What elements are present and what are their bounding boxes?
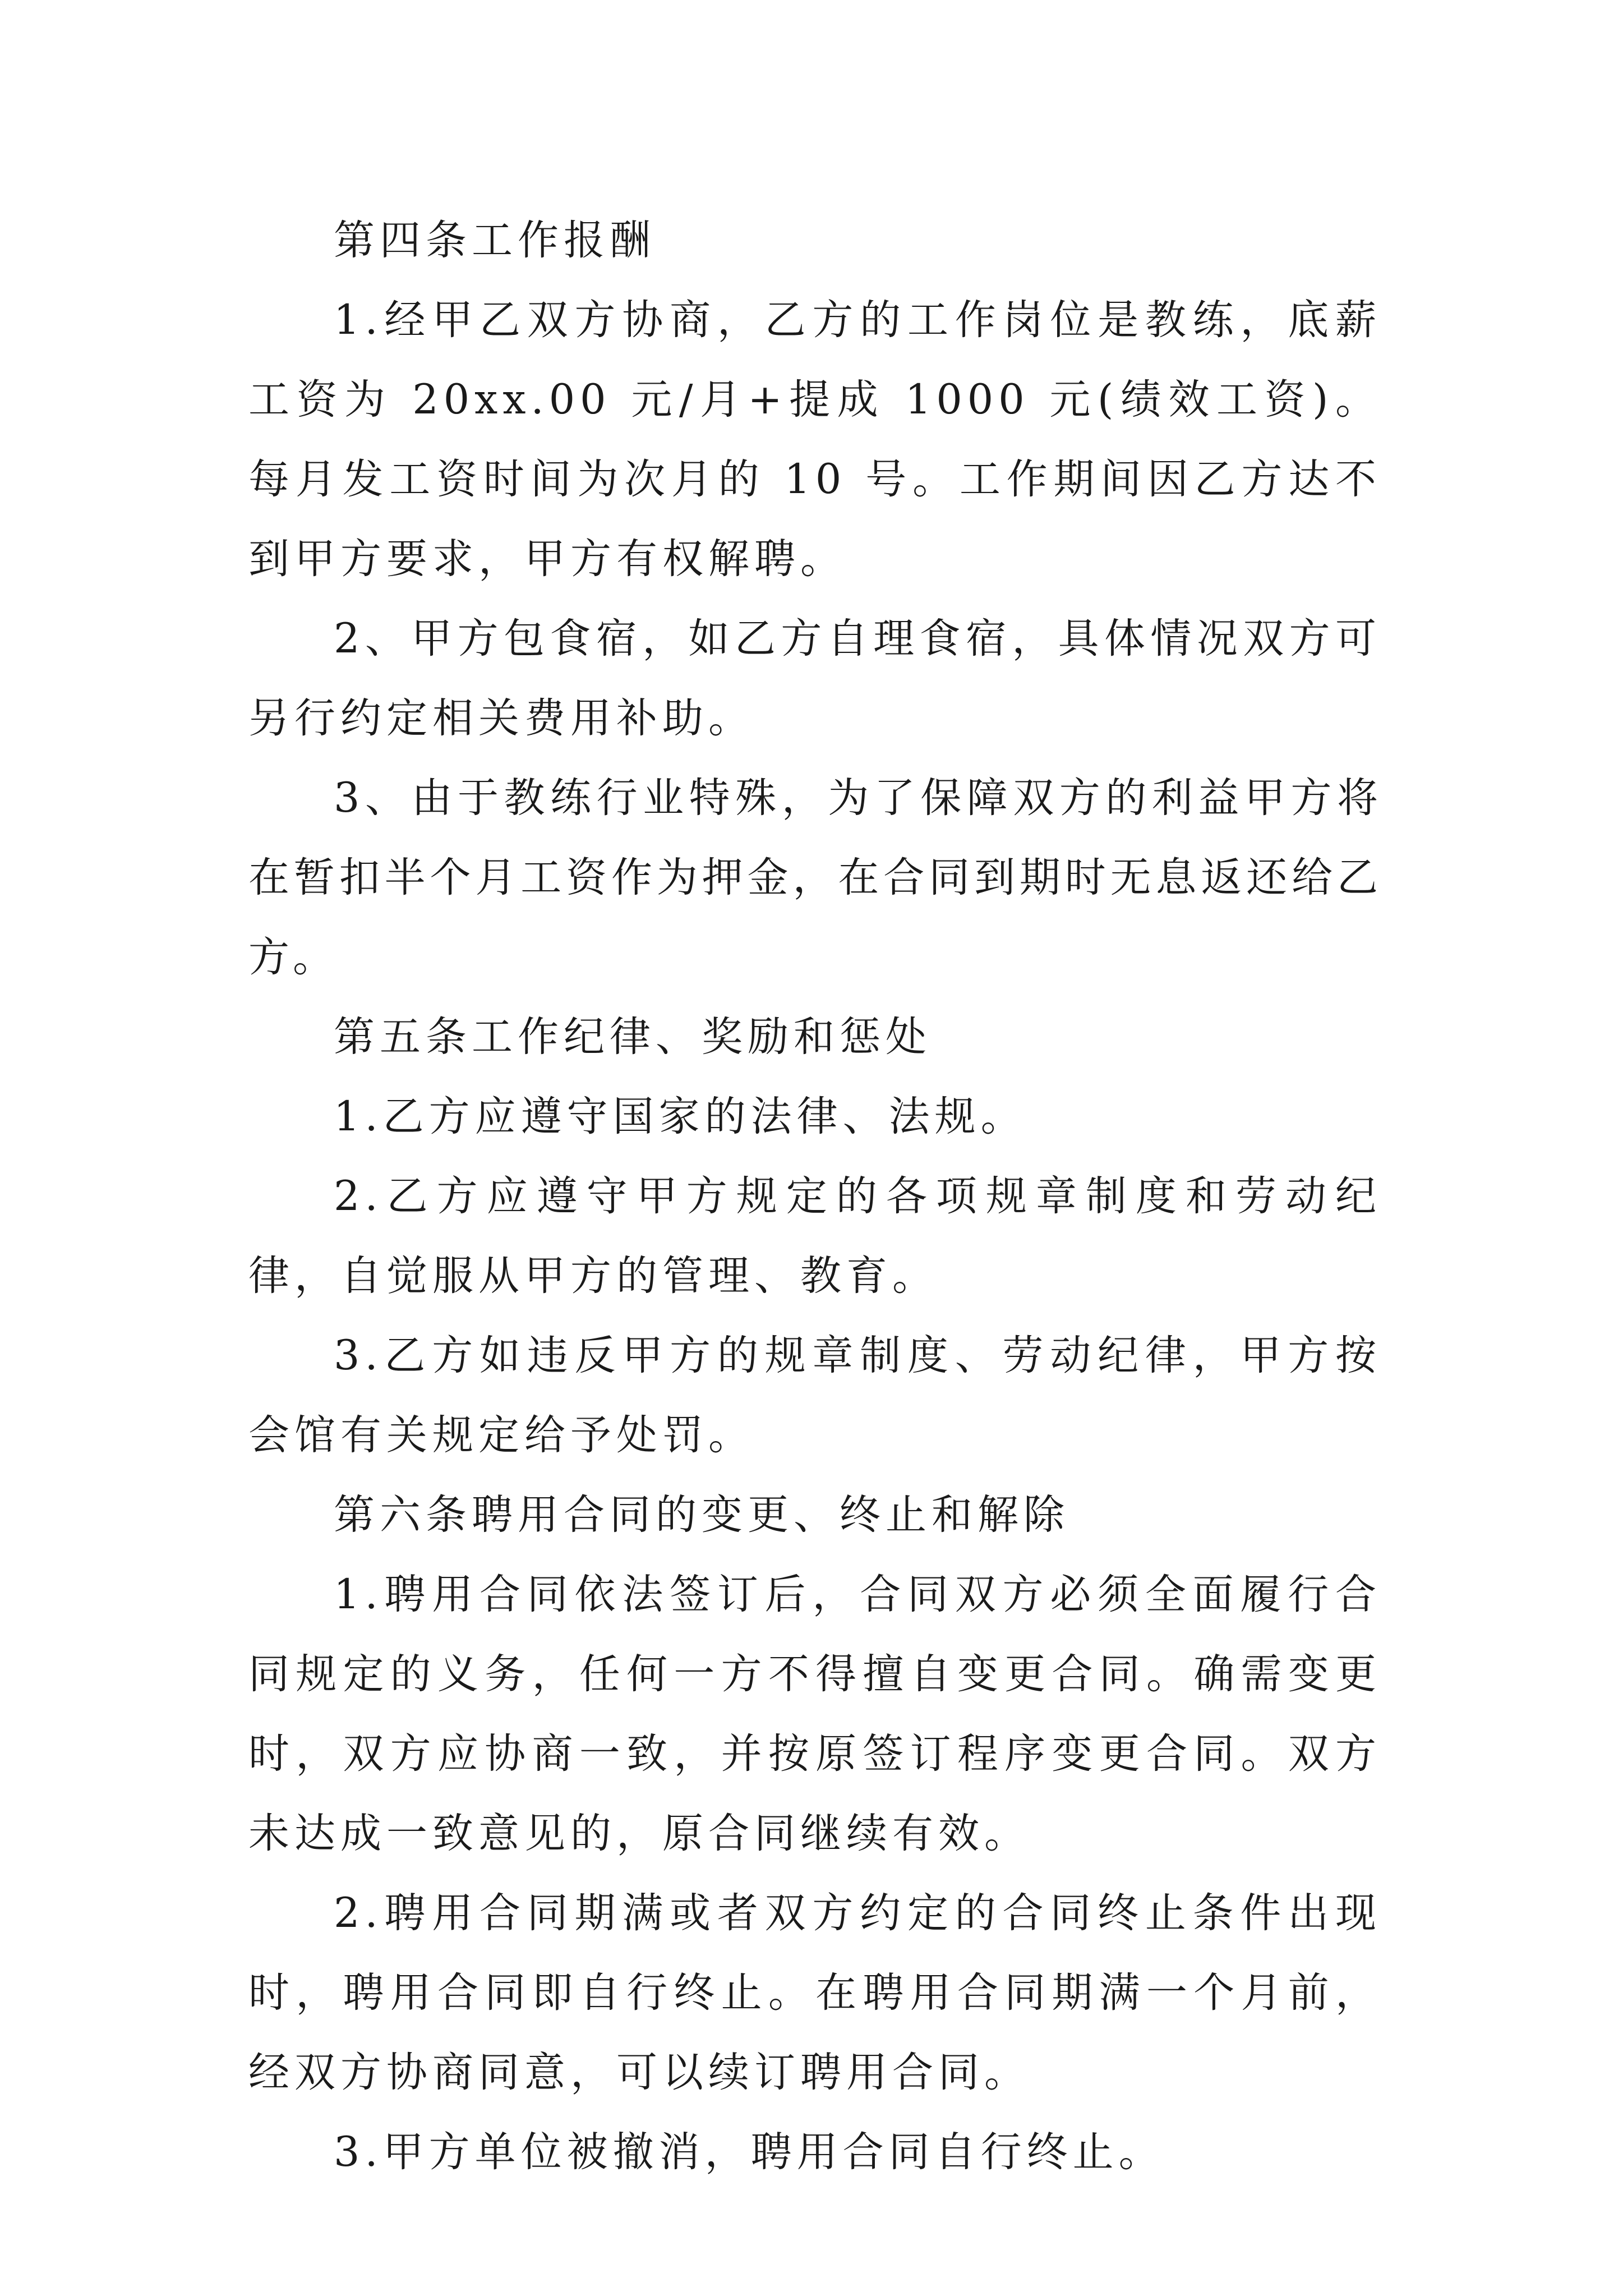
section-heading-5: 第五条工作纪律、奖励和惩处 (334, 1013, 932, 1061)
clause-6-3: 3.甲方单位被撤消，聘用合同自行终止。 (334, 2128, 1165, 2176)
document-body (248, 201, 1381, 2192)
clause-5-3: 3.乙方如违反甲方的规章制度、劳动纪律，甲方按会馆有关规定给予处罚。 (248, 1332, 1381, 1459)
clause-6-2: 2.聘用合同期满或者双方约定的合同终止条件出现时，聘用合同即自行终止。在聘用合同期满一个月前，经双方协商同意，可以续订聘用合同。 (248, 1889, 1381, 2096)
clause-4-2: 2、甲方包食宿，如乙方自理食宿，具体情况双方可另行约定相关费用补助。 (248, 615, 1381, 742)
section-heading-6: 第六条聘用合同的变更、终止和解除 (334, 1491, 1069, 1539)
clause-5-1: 1.乙方应遵守国家的法律、法规。 (334, 1093, 1027, 1140)
clause-6-1: 1.聘用合同依法签订后，合同双方必须全面履行合同规定的义务，任何一方不得擅自变更合同。确需变更时，双方应协商一致，并按原签订程序变更合同。双方未达成一致意见的，原合同继续有效。 (248, 1571, 1381, 1857)
clause-5-2: 2.乙方应遵守甲方规定的各项规章制度和劳动纪律，自觉服从甲方的管理、教育。 (248, 1172, 1381, 1300)
clause-4-3: 3、由于教练行业特殊，为了保障双方的利益甲方将在暂扣半个月工资作为押金，在合同到期时无息返还给乙方。 (248, 774, 1381, 981)
section-heading-4: 第四条工作报酬 (334, 217, 656, 264)
clause-4-1: 1.经甲乙双方协商，乙方的工作岗位是教练，底薪工资为 20xx.00 元/月+提成 1000 元(绩效工资)。每月发工资时间为次月的 10 号。工作期间因乙方达不到甲方要求，甲方有权解聘。 (248, 296, 1381, 583)
